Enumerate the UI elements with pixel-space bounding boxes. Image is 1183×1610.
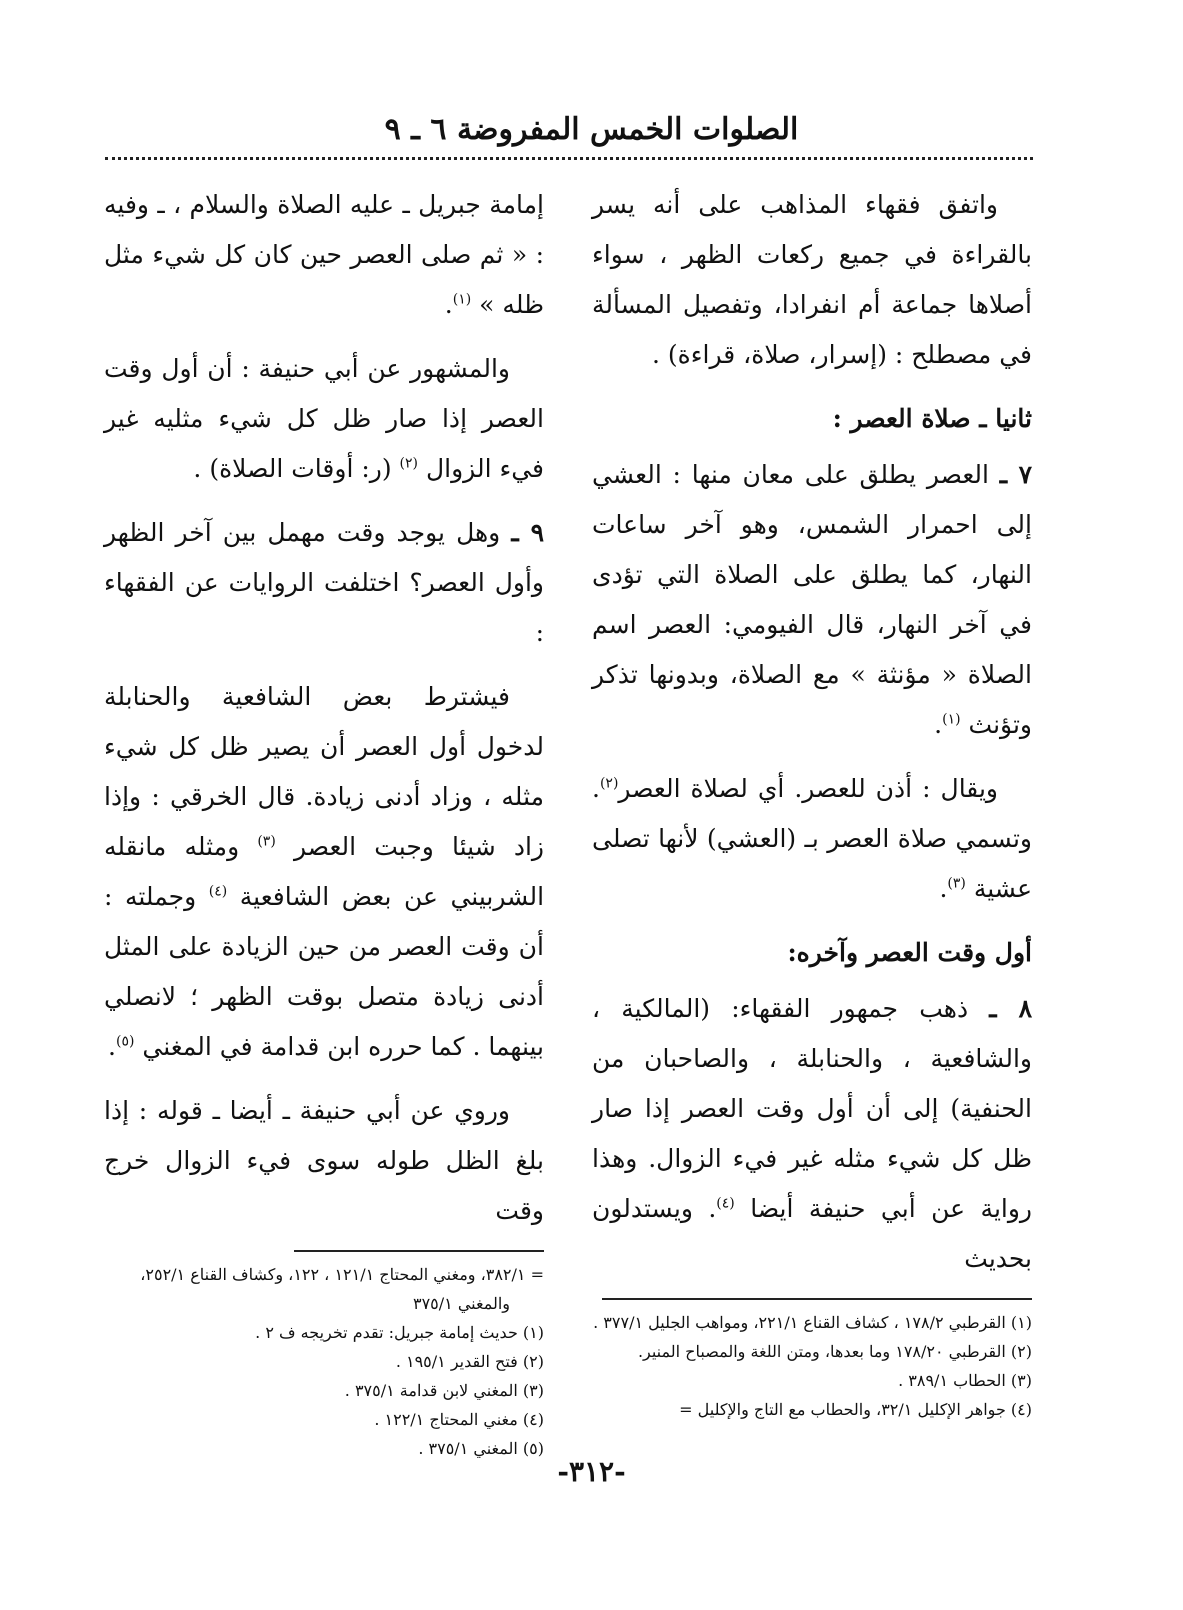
running-title: الصلوات الخمس المفروضة ٦ ـ ٩ xyxy=(384,112,799,147)
page-number: -٣١٢- xyxy=(557,1455,626,1488)
footnote-1: (١) حديث إمامة جبريل: تقدم تخريجه ف ٢ . xyxy=(255,1323,544,1342)
paragraph-text: . وتسمي صلاة العصر بـ (العشي) لأنها تصلى عشية xyxy=(592,774,1032,903)
footnote-5: (٥) المغني ٣٧٥/١ . xyxy=(418,1439,544,1458)
left-column xyxy=(104,180,544,1463)
section-heading-asr-time: أول وقت العصر وآخره: xyxy=(787,938,1032,967)
footnote-ref: (٣) xyxy=(257,833,276,850)
footnote-rule xyxy=(602,1298,1032,1300)
paragraph-number: ٨ ـ xyxy=(989,994,1032,1023)
paragraph-text: العصر يطلق على معان منها : العشي إلى احمرار الشمس، وهو آخر ساعات النهار، كما يطلق على الصلاة التي تؤدى في آخر النهار، قال الفيومي: العصر اسم الصلاة « مؤنثة » مع الصلاة، وبدونها تذكر وتؤنث xyxy=(592,460,1032,739)
paragraph-7 xyxy=(592,450,1032,750)
paragraph-zuhr-recitation: واتفق فقهاء المذاهب على أنه يسر بالقراءة في جميع ركعات الظهر ، سواء أصلاها جماعة أم انفرادا، وتفصيل المسألة في مصطلح : (إسرار، صلاة، قراءة) . xyxy=(592,190,1032,369)
footnote-ref: (٣) xyxy=(947,875,966,892)
paragraph-end: . xyxy=(939,874,948,903)
paragraph-8 xyxy=(592,984,1032,1284)
paragraph-end: . ويستدلون بحديث xyxy=(592,1194,1032,1273)
paragraph-text: إمامة جبريل ـ عليه الصلاة والسلام ، ـ وفيه : « ثم صلى العصر حين كان كل شيء مثل ظله » xyxy=(104,190,544,319)
left-column-body xyxy=(104,180,544,1236)
footnote-2: (٢) القرطبي ١٧٨/٢٠ وما بعدها، ومتن اللغة والمصباح المنير. xyxy=(637,1342,1032,1361)
paragraph-text: ومثله مانقله الشربيني عن بعض الشافعية xyxy=(104,832,545,911)
footnote-4: (٤) جواهر الإكليل ٣٢/١، والحطاب مع التاج والإكليل = xyxy=(679,1400,1032,1419)
footnote-3: (٣) المغني لابن قدامة ٣٧٥/١ . xyxy=(344,1381,544,1400)
footnote-ref: (٤) xyxy=(208,883,228,900)
footnote-1: (١) القرطبي ١٧٨/٢ ، كشاف القناع ٢٢١/١، ومواهب الجليل ٣٧٧/١ . xyxy=(593,1313,1032,1332)
paragraph-text: ذهب جمهور الفقهاء: (المالكية ، والشافعية ، والحنابلة ، والصاحبان من الحنفية) إلى أن أول وقت العصر إذا صار ظل كل شيء مثله غير فيء الزوال. وهذا رواية عن أبي حنيفة أيضا xyxy=(592,994,1032,1223)
right-column-body xyxy=(592,180,1032,1284)
paragraph-end: . xyxy=(108,1032,116,1061)
paragraph-jibril-hadith xyxy=(104,180,544,330)
footnote-ref: (٥) xyxy=(115,1033,135,1050)
paragraph-number: ٧ ـ xyxy=(999,460,1033,489)
paragraph-9 xyxy=(104,508,544,658)
paragraph-number: ٩ ـ xyxy=(511,518,544,547)
footnote-4: (٤) مغني المحتاج ١٢٢/١ . xyxy=(374,1410,544,1429)
paragraph-abu-hanifa-2: وروي عن أبي حنيفة ـ أيضا ـ قوله : إذا بلغ الظل طوله سوى فيء الزوال خرج وقت xyxy=(104,1096,544,1225)
footnote-rule xyxy=(294,1250,544,1252)
header-dotted-rule xyxy=(105,157,1033,160)
paragraph-end: (ر: أوقات الصلاة) . xyxy=(193,454,392,483)
footnote-ref: (١) xyxy=(452,291,472,308)
paragraph-end: . xyxy=(934,710,943,739)
paragraph-text: وهل يوجد وقت مهمل بين آخر الظهر وأول العصر؟ اختلفت الروايات عن الفقهاء : xyxy=(104,518,544,647)
paragraph-shafii-hanbali xyxy=(104,672,544,1072)
paragraph-adhan xyxy=(592,764,1032,914)
footnote-ref: (٢) xyxy=(399,455,419,472)
left-footnotes xyxy=(104,1260,544,1463)
paragraph-text: وجملته : أن وقت العصر من حين الزيادة على المثل أدنى زيادة متصل بوقت الظهر ؛ لانصلي بينهما . كما حرره ابن قدامة في المغني xyxy=(104,882,544,1061)
paragraph-end: . xyxy=(444,290,453,319)
paragraph-text: فيشترط بعض الشافعية والحنابلة لدخول أول العصر أن يصير ظل كل شيء مثله ، وزاد أدنى زيادة. قال الخرقي : وإذا زاد شيئا وجبت العصر xyxy=(104,682,544,861)
section-heading-asr: ثانيا ـ صلاة العصر : xyxy=(832,404,1032,433)
footnote-continuation: = ٣٨٢/١، ومغني المحتاج ١٢١/١ ، ١٢٢، وكشاف القناع ٢٥٢/١، والمغني ٣٧٥/١ xyxy=(140,1265,544,1313)
footnote-2: (٢) فتح القدير ١٩٥/١ . xyxy=(395,1352,544,1371)
right-footnotes xyxy=(592,1308,1032,1424)
paragraph-text: ويقال : أذن للعصر. أي لصلاة العصر xyxy=(618,774,998,803)
right-column xyxy=(592,180,1032,1424)
footnote-3: (٣) الحطاب ٣٨٩/١ . xyxy=(898,1371,1032,1390)
footnote-ref: (٤) xyxy=(716,1195,735,1212)
footnote-ref: (١) xyxy=(942,711,961,728)
paragraph-abu-hanifa xyxy=(104,344,544,494)
paragraph-text: والمشهور عن أبي حنيفة : أن أول وقت العصر إذا صار ظل كل شيء مثليه غير فيء الزوال xyxy=(104,354,544,483)
footnote-ref: (٢) xyxy=(599,775,619,792)
